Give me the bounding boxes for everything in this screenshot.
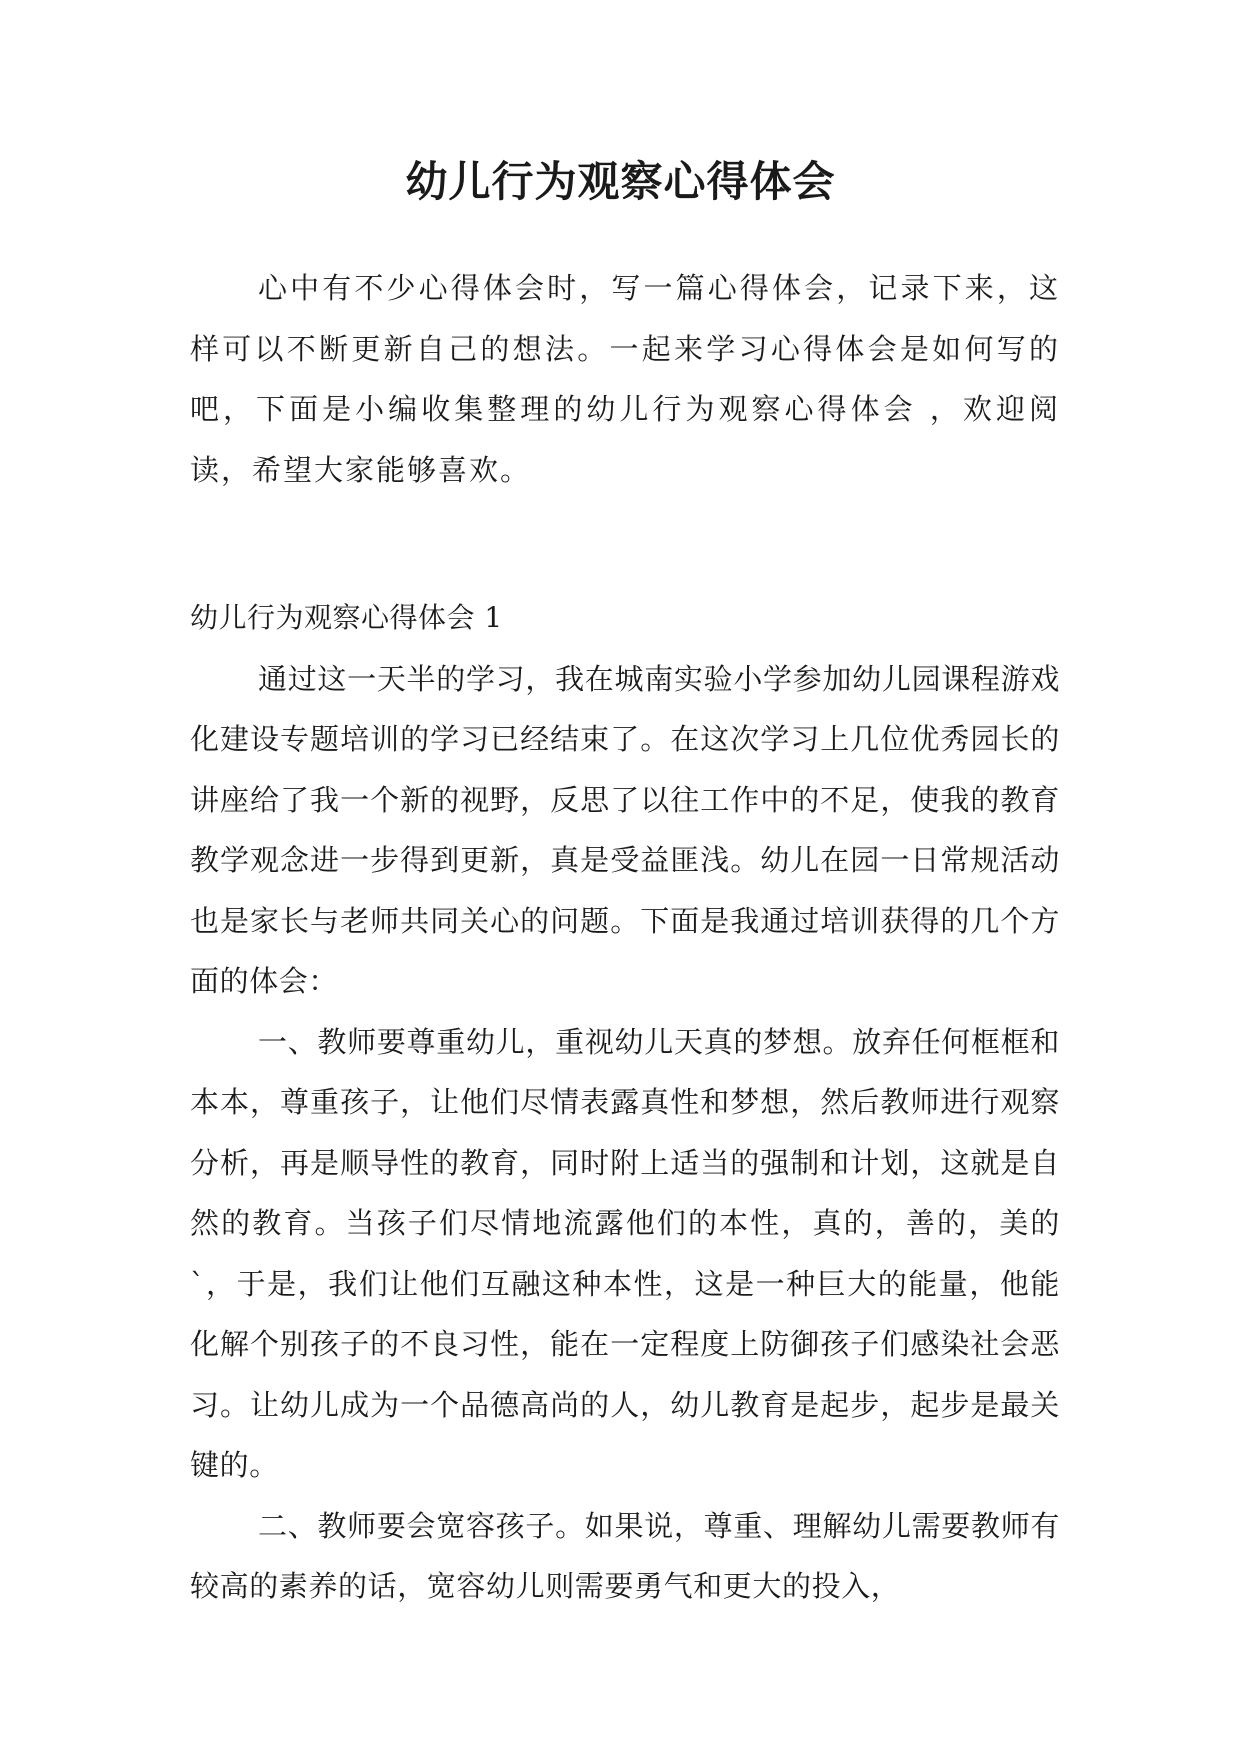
section-heading: 幼儿行为观察心得体会 1 <box>190 601 503 634</box>
body-paragraph: 一、教师要尊重幼儿，重视幼儿天真的梦想。放弃任何框框和本本，尊重孩子，让他们尽情表露真性和梦想，然后教师进行观察分析，再是顺导性的教育，同时附上适当的强制和计划，这就是自然的教育。当孩子们尽情地流露他们的本性，真的，善的，美的`，于是，我们让他们互融这种本性，这是一种巨大的能量，他能化解个别孩子的不良习性，能在一定程度上防御孩子们感染社会恶习。让幼儿成为一个品德高尚的人，幼儿教育是起步，起步是最关键的。 <box>190 1024 1060 1482</box>
document-body <box>190 258 1060 1617</box>
document-title: 幼儿行为观察心得体会 <box>405 157 836 206</box>
intro-paragraph: 心中有不少心得体会时，写一篇心得体会，记录下来，这样可以不断更新自己的想法。一起来学习心得体会是如何写的吧，下面是小编收集整理的幼儿行为观察心得体会 ，欢迎阅读，希望大家能够喜欢。 <box>190 271 1060 487</box>
paragraph-spacer <box>190 500 1060 588</box>
body-paragraph: 通过这一天半的学习，我在城南实验小学参加幼儿园课程游戏化建设专题培训的学习已经结束了。在这次学习上几位优秀园长的讲座给了我一个新的视野，反思了以往工作中的不足，使我的教育教学观念进一步得到更新，真是受益匪浅。幼儿在园一日常规活动也是家长与老师共同关心的问题。下面是我通过培训获得的几个方面的体会： <box>190 661 1060 998</box>
body-paragraph: 二、教师要会宽容孩子。如果说，尊重、理解幼儿需要教师有较高的素养的话，宽容幼儿则需要勇气和更大的投入， <box>190 1508 1060 1603</box>
